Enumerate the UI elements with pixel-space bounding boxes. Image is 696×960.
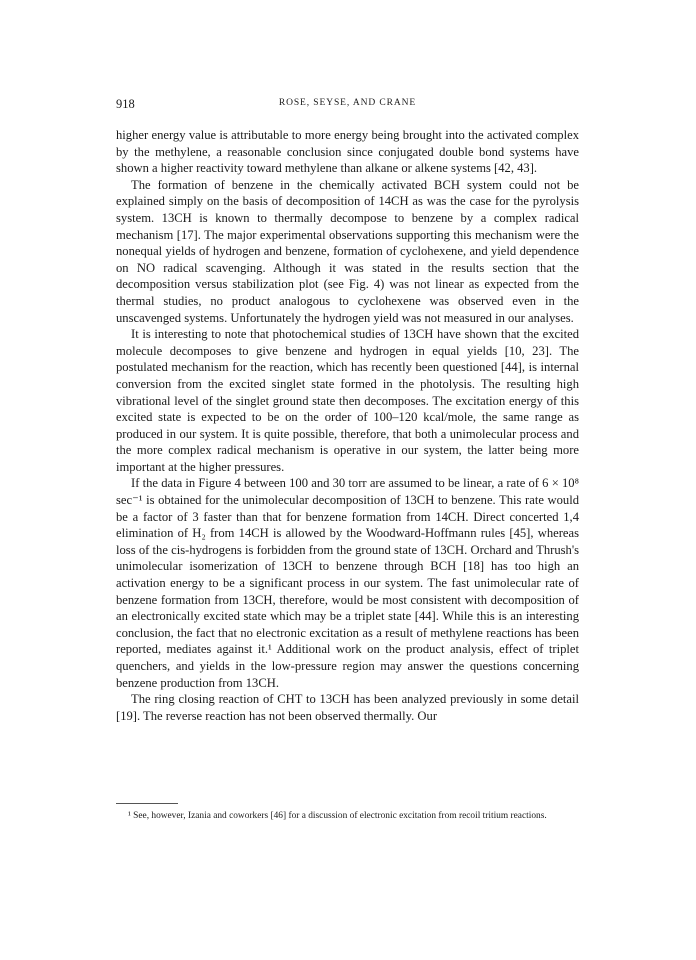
- footnote: ¹ See, however, Izania and coworkers [46] for a discussion of electronic excitation from recoil tritium reactions.: [128, 811, 547, 821]
- running-head: ROSE, SEYSE, AND CRANE: [278, 98, 417, 108]
- paragraph-rate-analysis: If the data in Figure 4 between 100 and 30 torr are assumed to be linear, a rate of 6 × 10⁸ sec⁻¹ is obtained for the unimolecular decomposition of 13CH to benzene. This rate would be a factor of 3 faster than that for benzene formation from 14CH. Direct concerted 1,4 elimination of H₂ from 14CH is allowed by the Woodward-Hoffmann rules [45], whereas loss of the cis-hydrogens is forbidden from the ground state of 13CH. Orchard and Thrush's unimolecular isomerization of 13CH to benzene through BCH [18] has too high an activation energy to be a significant process in our system. The fast unimolecular rate of benzene formation from 13CH, therefore, would be most consistent with decomposition of an electronically excited state which may be a triplet state [44]. While this is an interesting conclusion, the fact that no electronic excitation as a result of methylene reactions has been reported, mediates against it.¹ Additional work on the product analysis, effect of triplet quenchers, and yields in the low-pressure region may answer the questions concerning benzene production from 13CH.: [116, 476, 579, 690]
- footnote-divider: [116, 803, 178, 804]
- paragraph-benzene-formation: The formation of benzene in the chemically activated BCH system could not be explained simply on the basis of decomposition of 14CH as was the case for the pyrolysis system. 13CH is known to thermally decompose to benzene by a complex radical mechanism [17]. The major experimental observations supporting this mechanism were the nonequal yields of hydrogen and benzene, formation of cyclohexene, and yield dependence on NO radical scavenging. Although it was stated in the results section that the decomposition versus stabilization plot (see Fig. 4) was not linear as expected from the thermal studies, no product analogous to cyclohexene was observed even in the unscavenged systems. Unfortunately the hydrogen yield was not measured in our analyses.: [116, 177, 579, 325]
- page-header: [116, 97, 579, 113]
- page-number: 918: [116, 97, 135, 111]
- paragraph-continuation: higher energy value is attributable to more energy being brought into the activated complex by the methylene, a reasonable conclusion since conjugated double bond systems have shown a higher reactivity toward methylene than alkane or alkene systems [42, 43].: [116, 128, 579, 176]
- paragraph-photochemical-studies: It is interesting to note that photochemical studies of 13CH have shown that the excited molecule decomposes to give benzene and hydrogen in equal yields [10, 23]. The postulated mechanism for the reaction, which has recently been questioned [44], is internal conversion from the excited singlet state formed in the photolysis. The resulting high vibrational level of the singlet ground state then decomposes. The excitation energy of this excited state is expected to be on the order of 100–120 kcal/mole, the same range as produced in our system. It is quite possible, therefore, that both a unimolecular process and the more complex radical mechanism is operative in our system, the latter being more important at the higher pressures.: [116, 327, 579, 474]
- body-text: [116, 127, 579, 724]
- paragraph-ring-closing: The ring closing reaction of CHT to 13CH has been analyzed previously in some detail [19]. The reverse reaction has not been observed thermally. Our: [116, 692, 579, 723]
